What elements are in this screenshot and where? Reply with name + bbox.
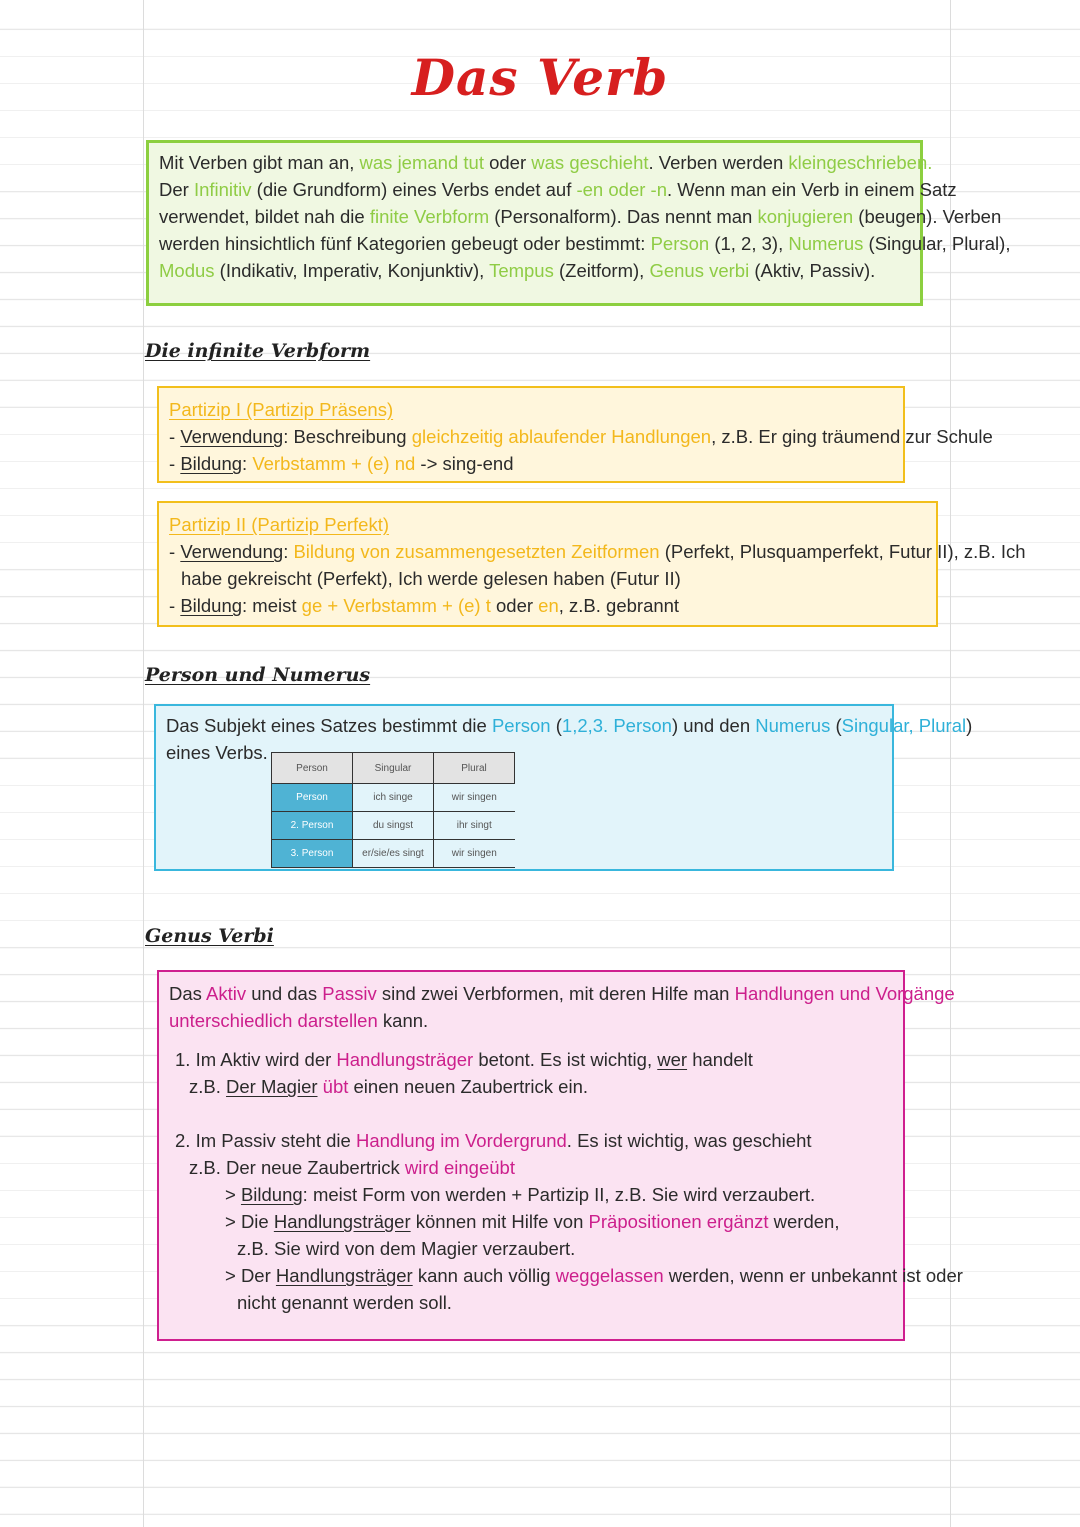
- text: und das: [246, 983, 323, 1004]
- section-heading-genus: Genus Verbi: [145, 925, 274, 947]
- text: (Perfekt, Plusquamperfekt, Futur II), z.B. Ich: [659, 541, 1026, 562]
- text: betont. Es ist wichtig,: [473, 1049, 658, 1070]
- genus-intro-line-1: [169, 980, 955, 1007]
- text: (Aktiv, Passiv).: [749, 260, 876, 281]
- text: (Zeitform),: [553, 260, 650, 281]
- text: werden, wenn er unbekannt ist oder: [663, 1265, 963, 1286]
- text: . Es ist wichtig, was geschieht: [566, 1130, 812, 1151]
- partizip-2-box: [157, 501, 1026, 627]
- underlined-word: Handlungsträger: [273, 1211, 411, 1232]
- text: 1. Im Aktiv wird der: [175, 1049, 337, 1070]
- highlight: Singular, Plural: [841, 715, 967, 736]
- highlight: Handlungsträger: [336, 1049, 474, 1070]
- table-cell: er/sie/es singt: [353, 840, 434, 868]
- text: : meist Form von werden + Partizip II, z.B. Sie wird verzaubert.: [302, 1184, 816, 1205]
- text: -: [169, 426, 181, 447]
- text: (Personalform). Das nennt man: [489, 206, 758, 227]
- highlight: Infinitiv: [193, 179, 252, 200]
- highlight: unterschiedlich darstellen: [169, 1010, 378, 1031]
- section-heading-person: Person und Numerus: [145, 664, 371, 686]
- highlight: Aktiv: [206, 983, 247, 1004]
- genus-passiv-line-6: [169, 1262, 963, 1289]
- text: , z.B. gebrannt: [558, 595, 680, 616]
- genus-passiv-line-1: [169, 1127, 893, 1154]
- text: oder: [490, 595, 539, 616]
- text: -> sing-end: [415, 453, 514, 474]
- text: ): [966, 715, 973, 736]
- highlight: en: [538, 595, 559, 616]
- text: handelt: [687, 1049, 753, 1070]
- partizip-1-line-1: [169, 423, 993, 450]
- spacer: [169, 1034, 893, 1046]
- genus-passiv-line-3: [169, 1181, 893, 1208]
- text: z.B.: [189, 1076, 227, 1097]
- text: : meist: [242, 595, 302, 616]
- text: Der: [159, 179, 194, 200]
- text: Das: [169, 983, 207, 1004]
- intro-box: [146, 140, 1011, 306]
- text: :: [242, 453, 253, 474]
- highlight: Person: [491, 715, 551, 736]
- header-cell: Plural: [434, 753, 515, 784]
- highlight: -en oder -n: [576, 179, 667, 200]
- page-title: Das Verb: [411, 48, 669, 107]
- table-row: [272, 812, 515, 840]
- label-underlined: Bildung: [180, 453, 243, 474]
- table-cell: wir singen: [434, 784, 515, 812]
- text: (Singular, Plural),: [863, 233, 1011, 254]
- person-line-2: eines Verbs.: [166, 742, 268, 763]
- text: (Indikativ, Imperativ, Konjunktiv),: [214, 260, 490, 281]
- highlight: Passiv: [322, 983, 377, 1004]
- text: > Der: [225, 1265, 276, 1286]
- intro-line-2: [159, 176, 957, 203]
- text: -: [169, 595, 181, 616]
- highlight: was geschieht: [531, 152, 649, 173]
- notebook-margin-right: [950, 0, 951, 1527]
- text: (: [830, 715, 842, 736]
- text: einen neuen Zaubertrick ein.: [348, 1076, 588, 1097]
- table-cell: ihr singt: [434, 812, 515, 840]
- table-cell: 2. Person: [272, 812, 353, 840]
- genus-aktiv-line-2: [169, 1073, 893, 1100]
- label-underlined: Verwendung: [180, 541, 284, 562]
- intro-line-4: [159, 230, 1011, 257]
- label-underlined: Bildung: [180, 595, 243, 616]
- text: oder: [483, 152, 532, 173]
- highlight: Genus verbi: [649, 260, 750, 281]
- text: Mit Verben gibt man an,: [159, 152, 360, 173]
- underlined-word: Handlungsträger: [275, 1265, 413, 1286]
- highlight: Numerus: [755, 715, 831, 736]
- text: >: [225, 1184, 241, 1205]
- table-cell: ich singe: [353, 784, 434, 812]
- text: . Verben werden: [648, 152, 789, 173]
- partizip-1-box: [157, 386, 993, 483]
- partizip-2-line-3: [169, 592, 926, 619]
- highlight: ge + Verbstamm + (e) t: [301, 595, 491, 616]
- highlight: finite Verbform: [369, 206, 490, 227]
- table-row: [272, 840, 515, 868]
- highlight: Numerus: [788, 233, 864, 254]
- text: ) und den: [671, 715, 756, 736]
- highlight: gleichzeitig ablaufender Handlungen: [411, 426, 712, 447]
- spacer: [169, 1100, 893, 1127]
- text: (1, 2, 3),: [709, 233, 789, 254]
- intro-line-3: [159, 203, 1002, 230]
- table-cell: 3. Person: [272, 840, 353, 868]
- person-line-1: [166, 712, 973, 739]
- highlight: Handlungen und Vorgänge: [734, 983, 955, 1004]
- genus-passiv-line-2: [169, 1154, 893, 1181]
- text: . Wenn man ein Verb in einem Satz: [666, 179, 957, 200]
- partizip-1-line-2: [169, 450, 893, 477]
- header-cell: Singular: [353, 753, 434, 784]
- label-underlined: Verwendung: [180, 426, 284, 447]
- genus-passiv-line-5: z.B. Sie wird von dem Magier verzaubert.: [237, 1238, 576, 1259]
- text: (beugen). Verben: [853, 206, 1002, 227]
- partizip-2-line-1: [169, 538, 1026, 565]
- highlight: Präpositionen ergänzt: [588, 1211, 769, 1232]
- text: Das Subjekt eines Satzes bestimmt die: [166, 715, 492, 736]
- header-cell: Person: [272, 753, 353, 784]
- text: 2. Im Passiv steht die: [175, 1130, 356, 1151]
- partizip-2-line-2: habe gekreischt (Perfekt), Ich werde gelesen haben (Futur II): [181, 568, 681, 589]
- highlight: Bildung von zusammengesetzten Zeitformen: [293, 541, 660, 562]
- table-cell: du singst: [353, 812, 434, 840]
- genus-box: [157, 970, 963, 1341]
- text: werden hinsichtlich fünf Kategorien gebeugt oder bestimmt:: [159, 233, 651, 254]
- highlight: weggelassen: [555, 1265, 664, 1286]
- highlight: Person: [650, 233, 710, 254]
- underlined-word: wer: [657, 1049, 688, 1070]
- notebook-margin-left: [143, 0, 144, 1527]
- table-cell: wir singen: [434, 840, 515, 868]
- highlight: übt: [322, 1076, 349, 1097]
- person-box: [154, 704, 973, 871]
- highlight: was jemand tut: [359, 152, 484, 173]
- text: kann.: [377, 1010, 429, 1031]
- partizip-1-title: Partizip I (Partizip Präsens): [169, 399, 394, 420]
- text: verwendet, bildet nah die: [159, 206, 370, 227]
- label-underlined: Bildung: [240, 1184, 303, 1205]
- genus-intro-line-2: [169, 1007, 893, 1034]
- highlight: 1,2,3. Person: [561, 715, 672, 736]
- text: z.B. Der neue Zaubertrick: [189, 1157, 405, 1178]
- intro-line-1: [159, 149, 933, 176]
- text: : Beschreibung: [283, 426, 412, 447]
- text: können mit Hilfe von: [410, 1211, 589, 1232]
- highlight: wird eingeübt: [404, 1157, 515, 1178]
- text: :: [283, 541, 294, 562]
- highlight: Handlung im Vordergrund: [355, 1130, 567, 1151]
- text: -: [169, 541, 181, 562]
- underlined-word: Der Magier: [226, 1076, 318, 1097]
- genus-passiv-line-7: nicht genannt werden soll.: [237, 1292, 452, 1313]
- highlight: Modus: [159, 260, 215, 281]
- text: > Die: [225, 1211, 274, 1232]
- table-cell: Person: [272, 784, 353, 812]
- highlight: konjugieren: [757, 206, 854, 227]
- text: werden,: [768, 1211, 840, 1232]
- text: kann auch völlig: [412, 1265, 556, 1286]
- highlight: Tempus: [489, 260, 554, 281]
- genus-passiv-line-4: [169, 1208, 893, 1235]
- table-header-row: [272, 753, 515, 784]
- section-heading-infinite: Die infinite Verbform: [145, 340, 371, 362]
- text: , z.B. Er ging träumend zur Schule: [711, 426, 993, 447]
- table-row: [272, 784, 515, 812]
- text: (die Grundform) eines Verbs endet auf: [251, 179, 577, 200]
- text: -: [169, 453, 181, 474]
- conjugation-table: [271, 752, 515, 868]
- text: sind zwei Verbformen, mit deren Hilfe man: [376, 983, 735, 1004]
- highlight: kleingeschrieben.: [788, 152, 933, 173]
- text: (: [550, 715, 562, 736]
- intro-line-5: [159, 257, 910, 284]
- highlight: Verbstamm + (e) nd: [252, 453, 416, 474]
- genus-aktiv-line-1: [169, 1046, 893, 1073]
- partizip-2-title: Partizip II (Partizip Perfekt): [169, 514, 390, 535]
